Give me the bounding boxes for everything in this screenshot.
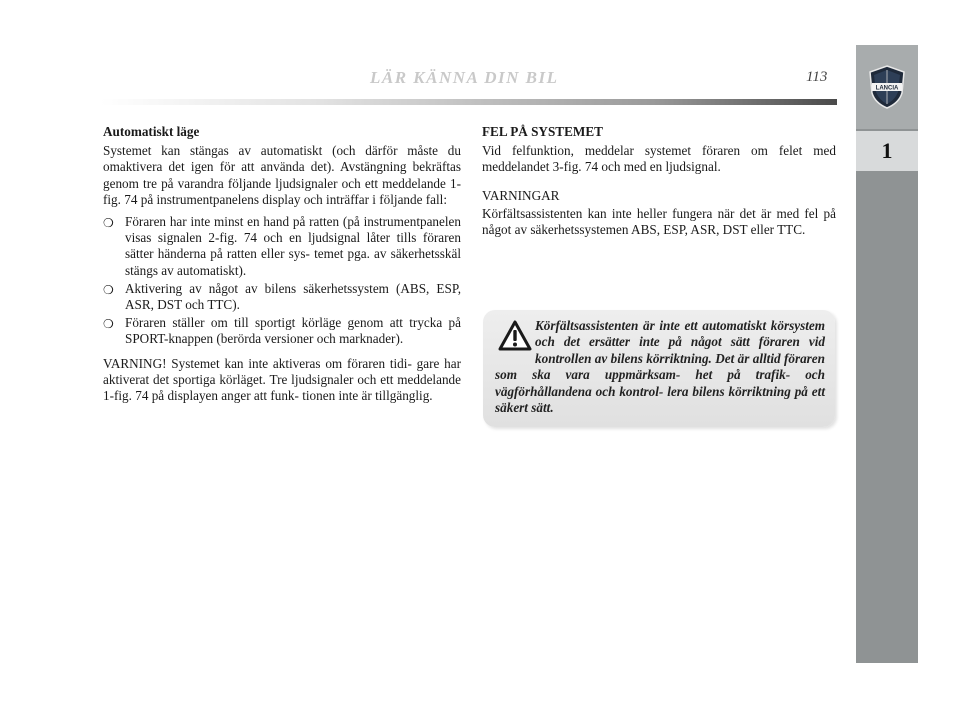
list-item-text: Föraren har inte minst en hand på ratten (på instrumentpanelen visas signalen 2-fig. 74 och en ljudsignal låter tills föraren sätter händerna på ratten eller sys- temet pga. av säkerhetsskäl stängs av automatiskt).: [125, 214, 461, 278]
section-heading-system-fault: FEL PÅ SYSTEMET: [482, 124, 603, 139]
right-column: [482, 124, 836, 244]
list-item-text: Föraren ställer om till sportigt körläge genom att trycka på SPORT-knappen (berörda versioner och marknader).: [125, 315, 461, 347]
bullet-circle-icon: ❍: [103, 216, 114, 231]
brand-logo: [856, 45, 918, 129]
running-header-title: LÄR KÄNNA DIN BIL: [370, 68, 559, 87]
warning-callout: [483, 310, 835, 427]
chapter-number: 1: [856, 131, 918, 171]
warning-callout-body: Körfältsassistenten är inte ett automatiskt körsystem och det ersätter inte på något sätt föraren vid kontrollen av bilens körriktning. Det är alltid föraren som ska vara uppmärksam- het på trafik- och vägförhållandena och kontrol- lera bilens körriktning på ett säkert sätt.: [495, 318, 825, 416]
section-heading-automatic-mode: Automatiskt läge: [103, 124, 200, 139]
logo-text: LANCIA: [875, 85, 899, 92]
warnings-paragraph: Körfältsassistenten kan inte heller fungera när det är med fel på något av säkerhetssystemen ABS, ESP, ASR, DST eller TTC.: [482, 205, 836, 238]
list-item: [103, 281, 461, 313]
bullet-circle-icon: ❍: [103, 282, 114, 297]
page-number: 113: [806, 69, 828, 85]
warning-callout-text: [495, 318, 825, 416]
fault-paragraph: Vid felfunktion, meddelar systemet föraren om felet med meddelandet 3-fig. 74 och med en ljudsignal.: [482, 143, 836, 175]
left-column: [103, 124, 461, 410]
header-rule: [100, 99, 837, 105]
list-item: [103, 315, 461, 347]
warnings-label: VARNINGAR: [482, 187, 560, 203]
bullet-circle-icon: ❍: [103, 317, 114, 332]
list-item: [103, 214, 461, 279]
chapter-sidebar: [856, 45, 918, 663]
lancia-logo-icon: [867, 65, 907, 109]
list-item-text: Aktivering av något av bilens säkerhetssystem (ABS, ESP, ASR, DST och TTC).: [125, 280, 461, 313]
warning-paragraph: VARNING! Systemet kan inte aktiveras om föraren tidi- gare har aktiverat det sportiga körläget. Tre ljudsignaler och ett meddelande 1-fig. 74 på displayen anger att funk- tionen inte är tillgänglig.: [103, 355, 461, 404]
intro-paragraph: Systemet kan stängas av automatiskt (och därför måste du omaktivera det igen för att använda det). Avstängning bekräftas genom tre på varandra följande ljudsignaler och ett meddelande 1-fig. 74 på instrumentpanelens display och inträffar i följande fall:: [103, 143, 461, 207]
